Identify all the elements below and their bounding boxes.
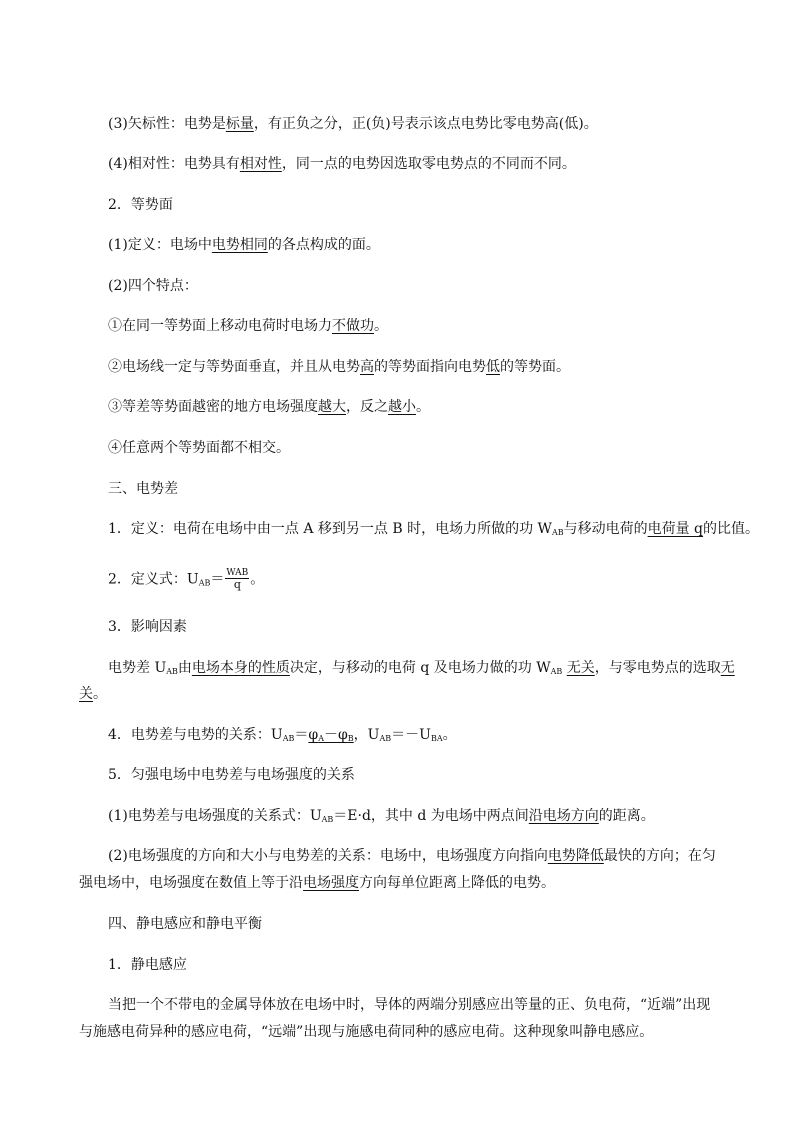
underlined-term: 高 xyxy=(360,359,374,375)
text-line xyxy=(108,235,380,255)
subscript: AB xyxy=(550,667,563,676)
text-span: 4．电势差与电势的关系：U xyxy=(108,727,283,743)
section-heading xyxy=(108,914,262,934)
text-span: 2．等势面 xyxy=(108,197,173,213)
text-line xyxy=(108,658,735,682)
text-span: 的各点构成的面。 xyxy=(267,237,380,253)
text-span: 3．影响因素 xyxy=(108,619,187,635)
underlined-term xyxy=(308,727,353,743)
text-span: 的等势面指向电势 xyxy=(374,359,486,375)
text-span: 。 xyxy=(442,727,457,743)
text-span: ，同一点的电势因选取零电势点的不同而不同。 xyxy=(281,156,576,172)
subscript: AB xyxy=(321,815,334,824)
text-line xyxy=(108,357,570,377)
text-line xyxy=(108,154,576,174)
formula-line xyxy=(108,568,264,594)
fraction xyxy=(225,568,249,591)
text-line xyxy=(108,438,290,458)
section-heading xyxy=(108,955,187,975)
underlined-term: 电势降低 xyxy=(547,848,604,864)
text-span: 2．定义式：U xyxy=(108,571,199,588)
text-span: 与施感电荷异种的感应电荷，“远端”出现与施感电荷同种的感应电荷。这种现象叫静电感应。 xyxy=(79,1024,654,1040)
text-line xyxy=(79,1022,653,1042)
underlined-term: 沿电场方向 xyxy=(528,808,599,824)
text-span: ，与零电势点的选取 xyxy=(594,660,721,676)
subscript: AB xyxy=(198,578,211,588)
subscript: AB xyxy=(282,734,295,743)
text-span: 的距离。 xyxy=(598,808,655,824)
subscript: BA xyxy=(430,734,443,743)
text-span: 5．匀强电场中电势差与电场强度的关系 xyxy=(108,767,355,783)
text-span: 。 xyxy=(250,571,265,588)
section-heading xyxy=(108,765,355,785)
text-line xyxy=(108,995,710,1015)
underlined-term: 电场本身的性质 xyxy=(191,660,290,676)
subscript: B xyxy=(347,734,354,743)
text-span: ④任意两个等势面都不相交。 xyxy=(108,440,290,456)
text-span: 最快的方向；在匀 xyxy=(603,848,716,864)
text-span: (1)电势差与电场强度的关系式：U xyxy=(108,808,322,824)
text-span: ＝－U xyxy=(391,727,431,743)
text-span: ，有正负之分，正(负)号表示该点电势比零电势高(低)。 xyxy=(253,116,598,132)
text-span: ，U xyxy=(353,727,380,743)
text-span: ＝ xyxy=(210,571,225,588)
text-span: ＝E·d，其中 d 为电场中两点间 xyxy=(333,808,529,824)
underlined-term: 低 xyxy=(486,359,500,375)
text-span: ①在同一等势面上移动电荷时电场力 xyxy=(108,318,332,334)
text-span: (2)电场强度的方向和大小与电势差的关系：电场中，电场强度方向指向 xyxy=(108,848,548,864)
fraction-denominator: q xyxy=(233,578,241,591)
text-span: 与移动电荷的 xyxy=(563,521,648,537)
text-span: ③等差等势面越密的地方电场强度 xyxy=(108,399,318,415)
subscript: A xyxy=(318,734,324,743)
subscript: AB xyxy=(166,667,178,676)
underlined-term: 不做功 xyxy=(332,318,374,334)
text-span: 1．静电感应 xyxy=(108,957,187,973)
text-span: (4)相对性：电势具有 xyxy=(108,156,240,172)
text-line xyxy=(108,519,759,543)
text-span: ②电场线一定与等势面垂直，并且从电势 xyxy=(108,359,360,375)
fraction-numerator: WAB xyxy=(226,568,249,578)
underlined-term: 无 xyxy=(720,660,735,676)
text-span: (2)四个特点： xyxy=(108,278,198,294)
section-heading xyxy=(108,479,178,499)
text-span: 的比值。 xyxy=(703,521,760,537)
subscript: AB xyxy=(551,528,564,537)
section-heading xyxy=(108,195,173,215)
text-span: 三、电势差 xyxy=(108,481,178,497)
text-span: ＝ xyxy=(294,727,309,743)
text-span: 电势差 U xyxy=(108,660,167,676)
underlined-term: 标量 xyxy=(225,116,254,132)
text-span: 方向每单位距离上降低的电势。 xyxy=(359,875,555,891)
underlined-term: 相对性 xyxy=(239,156,282,172)
underlined-term: 电势相同 xyxy=(211,237,268,253)
text-span: 的等势面。 xyxy=(500,359,570,375)
underlined-term: 无关 xyxy=(566,660,595,676)
text-span: 四、静电感应和静电平衡 xyxy=(108,916,262,932)
underlined-term: 电场强度 xyxy=(303,875,359,891)
text-span: φ xyxy=(308,727,319,743)
underlined-term: 越大 xyxy=(318,399,346,415)
text-span: 当把一个不带电的金属导体放在电场中时，导体的两端分别感应出等量的正、负电荷，“近端”出现 xyxy=(108,997,711,1013)
text-span: 。 xyxy=(374,318,388,334)
text-span: 由 xyxy=(177,660,192,676)
underlined-term: 越小 xyxy=(388,399,416,415)
text-span: (1)定义：电场中 xyxy=(108,237,212,253)
text-span: 决定，与移动的电荷 q 及电场力做的功 W xyxy=(289,660,551,676)
text-line xyxy=(108,806,655,830)
text-line xyxy=(108,725,457,749)
text-span: (3)矢标性：电势是 xyxy=(108,116,226,132)
underlined-term: 电荷量 q xyxy=(647,521,704,537)
text-span: 强电场中，电场强度在数值上等于沿 xyxy=(79,875,303,891)
subscript: AB xyxy=(379,734,392,743)
text-span: －φ xyxy=(323,727,348,743)
text-span: ，反之 xyxy=(346,399,388,415)
text-line xyxy=(79,873,555,893)
text-line xyxy=(108,846,716,866)
text-line xyxy=(108,397,430,417)
section-heading xyxy=(108,617,187,637)
text-span: 。 xyxy=(416,399,430,415)
text-line xyxy=(79,684,107,704)
text-span: 。 xyxy=(93,686,107,702)
text-line xyxy=(108,316,388,336)
underlined-term: 关 xyxy=(79,686,93,702)
text-span: 1．定义：电荷在电场中由一点 A 移到另一点 B 时，电场力所做的功 W xyxy=(108,521,552,537)
text-line xyxy=(108,276,198,296)
text-line xyxy=(108,114,598,134)
